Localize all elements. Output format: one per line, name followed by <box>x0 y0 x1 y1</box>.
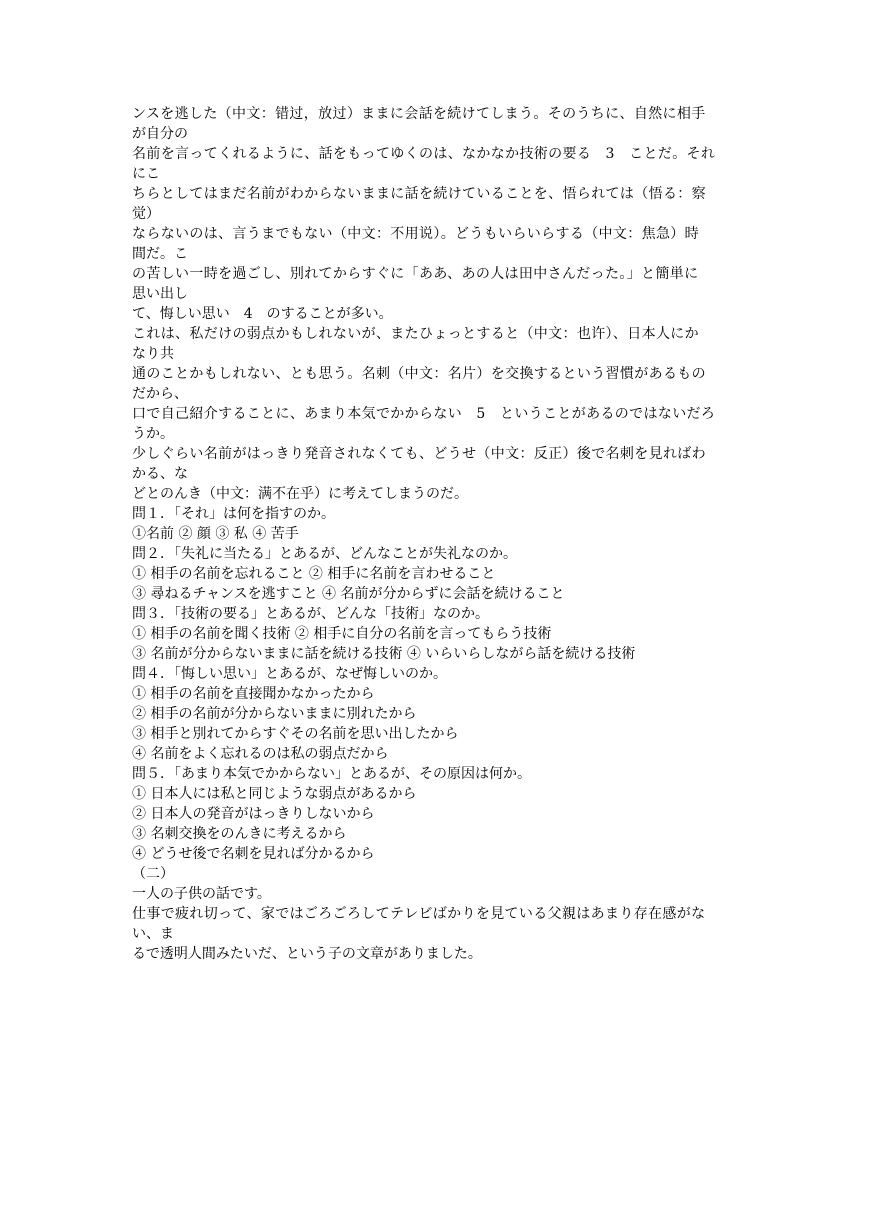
question-4 <box>132 664 742 764</box>
question-option: ② 相手の名前が分からないままに別れたから <box>132 706 417 722</box>
question-options: ①名前 ② 顔 ③ 私 ④ 苦手 <box>132 526 299 542</box>
text-line: 間だ。こ <box>132 246 188 262</box>
question-options: ③ 名前が分からないままに話を続ける技術 ④ いらいらしながら話を続ける技術 <box>132 646 636 662</box>
passage-paragraph-2 <box>132 144 742 184</box>
text-line: ちらとしてはまだ名前がわからないままに話を続けていることを、悟られては（悟る：察 <box>132 186 706 202</box>
text-line: どとのんき（中文：满不在乎）に考えてしまうのだ。 <box>132 486 468 502</box>
question-title: 問１．「それ」は何を指すのか。 <box>132 506 335 522</box>
question-title: 問２．「失礼に当たる」とあるが、どんなことが失礼なのか。 <box>132 546 517 562</box>
question-5 <box>132 764 742 864</box>
question-option: ② 日本人の発音がはっきりしないから <box>132 806 375 822</box>
question-option: ④ 名前をよく忘れるのは私の弱点だから <box>132 746 389 762</box>
text-line: 口で自己紹介することに、あまり本気でかからない 5 ということがあるのではないだろ <box>132 406 716 422</box>
passage-paragraph-7 <box>132 324 742 364</box>
text-line: 觉） <box>132 206 160 222</box>
passage-paragraph-8 <box>132 364 742 404</box>
passage-paragraph-10 <box>132 444 742 484</box>
question-options: ① 相手の名前を聞く技術 ② 相手に自分の名前を言ってもらう技術 <box>132 626 552 642</box>
question-options: ③ 尋ねるチャンスを逃すこと ④ 名前が分からずに会話を続けること <box>132 586 565 602</box>
text-line: が自分の <box>132 126 188 142</box>
section-intro: 一人の子供の話です。 <box>132 886 271 902</box>
text-line: かる、な <box>132 466 188 482</box>
passage-paragraph-11 <box>132 484 742 504</box>
text-line: 思い出し <box>132 286 188 302</box>
text-line: 名前を言ってくれるように、話をもってゆくのは、なかなか技術の要る 3 ことだ。それ <box>132 146 716 162</box>
question-option: ③ 名刺交換をのんきに考えるから <box>132 826 347 842</box>
question-option: ① 相手の名前を直接聞かなかったから <box>132 686 375 702</box>
question-3 <box>132 604 742 664</box>
passage-paragraph-5 <box>132 264 742 304</box>
text-line: るで透明人間みたいだ、という子の文章がありました。 <box>132 946 482 962</box>
question-option: ③ 相手と別れてからすぐその名前を思い出したから <box>132 726 459 742</box>
text-line: にこ <box>132 166 160 182</box>
text-line: て、悔しい思い 4 のすることが多い。 <box>132 306 393 322</box>
passage-paragraph-6 <box>132 304 742 324</box>
passage-paragraph-1 <box>132 104 742 144</box>
question-1 <box>132 504 742 544</box>
text-line: これは、私だけの弱点かもしれないが、またひょっとすると（中文：也许）、日本人にか <box>132 326 699 342</box>
document-page <box>132 104 742 964</box>
question-title: 問４．「悔しい思い」とあるが、なぜ悔しいのか。 <box>132 666 447 682</box>
question-title: 問５．「あまり本気でかからない」とあるが、その原因は何か。 <box>132 766 531 782</box>
text-line: ンスを逃した（中文：错过，放过）ままに会話を続けてしまう。そのうちに、自然に相手 <box>132 106 706 122</box>
text-line: い、ま <box>132 926 174 942</box>
section-2-paragraph <box>132 904 742 944</box>
text-line: うか。 <box>132 426 174 442</box>
text-line: ならないのは、言うまでもない（中文：不用说）。どうもいらいらする（中文：焦急）時 <box>132 226 699 242</box>
question-options: ① 相手の名前を忘れること ② 相手に名前を言わせること <box>132 566 496 582</box>
passage-paragraph-3 <box>132 184 742 224</box>
text-line: 通のことかもしれない、とも思う。名刺（中文：名片）を交換するという習慣があるもの <box>132 366 706 382</box>
text-line: 少しぐらい名前がはっきり発音されなくても、どうせ（中文：反正）後で名刺を見ればわ <box>132 446 706 462</box>
text-line: だから、 <box>132 386 188 402</box>
question-option: ① 日本人には私と同じような弱点があるから <box>132 786 417 802</box>
text-line: の苦しい一時を過ごし、別れてからすぐに「ああ、あの人は田中さんだった。」と簡単に <box>132 266 699 282</box>
text-line: 仕事で疲れ切って、家ではごろごろしてテレビばかりを見ている父親はあまり存在感がな <box>132 906 706 922</box>
text-line: なり共 <box>132 346 174 362</box>
question-title: 問３．「技術の要る」とあるが、どんな「技術」なのか。 <box>132 606 489 622</box>
passage-paragraph-4 <box>132 224 742 264</box>
question-2 <box>132 544 742 604</box>
question-option: ④ どうせ後で名刺を見れば分かるから <box>132 846 375 862</box>
section-2 <box>132 864 742 964</box>
passage-paragraph-9 <box>132 404 742 444</box>
section-heading: （二） <box>132 866 174 882</box>
